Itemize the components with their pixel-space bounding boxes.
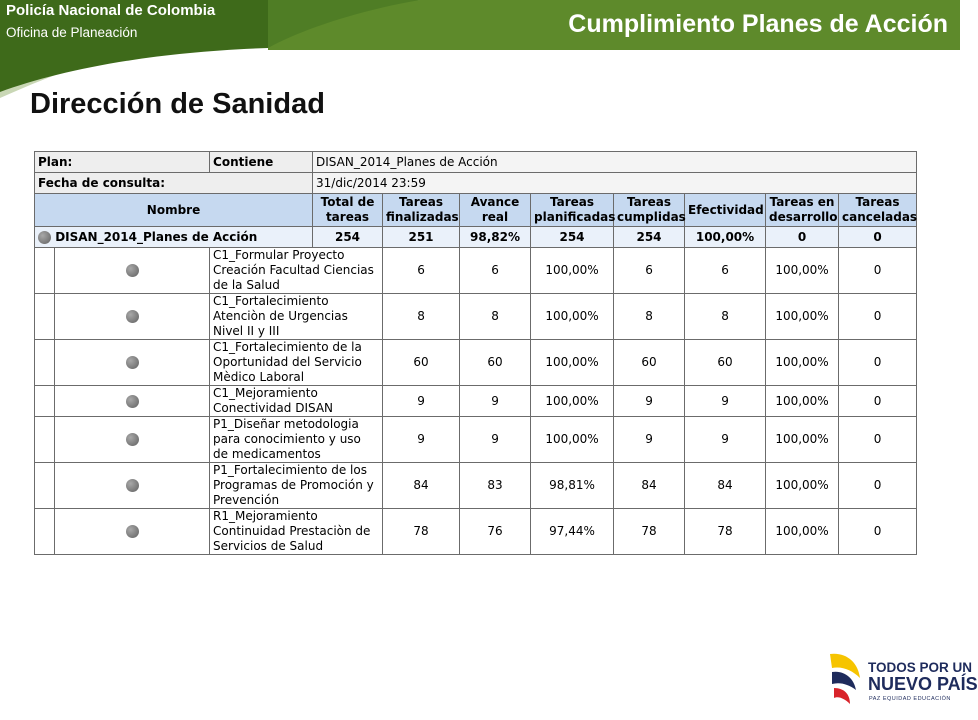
- government-logo: [826, 648, 978, 710]
- action-plan-table: [34, 151, 917, 555]
- indent-gutter: [35, 340, 55, 386]
- col-finished-header: Tareas finalizadas: [383, 194, 460, 227]
- status-dot-icon: [126, 525, 139, 538]
- plan-name: P1_Fortalecimiento de los Programas de Promoción y Prevención: [210, 463, 383, 509]
- cell-effectiveness: 100,00%: [766, 417, 839, 463]
- plan-name: R1_Mejoramiento Continuidad Prestaciòn de Servicios de Salud: [210, 509, 383, 555]
- status-dot-cell: [55, 463, 210, 509]
- header-banner: [0, 0, 960, 100]
- cell-completed: 6: [685, 248, 766, 294]
- cell-effectiveness: 100,00%: [766, 294, 839, 340]
- total-row-cancelled: 0: [839, 227, 917, 248]
- cell-total: 6: [383, 248, 460, 294]
- cell-completed: 8: [685, 294, 766, 340]
- total-row-name-cell: [35, 227, 313, 248]
- total-row-total: 254: [313, 227, 383, 248]
- slide-title: Cumplimiento Planes de Acción: [568, 10, 948, 38]
- cell-finished: 8: [460, 294, 531, 340]
- cell-finished: 9: [460, 386, 531, 417]
- indent-gutter: [35, 417, 55, 463]
- cell-progress: 100,00%: [531, 340, 614, 386]
- total-row-progress: 98,82%: [460, 227, 531, 248]
- indent-gutter: [35, 294, 55, 340]
- total-row-finished: 251: [383, 227, 460, 248]
- cell-total: 8: [383, 294, 460, 340]
- contains-label: Contiene: [210, 152, 313, 173]
- cell-total: 9: [383, 386, 460, 417]
- page-title: Dirección de Sanidad: [30, 88, 325, 120]
- cell-total: 9: [383, 417, 460, 463]
- plan-name: C1_Formular Proyecto Creación Facultad Ciencias de la Salud: [210, 248, 383, 294]
- date-label: Fecha de consulta:: [35, 173, 313, 194]
- cell-in-progress: 0: [839, 294, 917, 340]
- col-cancelled-header: Tareas canceladas: [839, 194, 917, 227]
- status-dot-cell: [55, 386, 210, 417]
- plan-name: C1_Fortalecimiento de la Oportunidad del Servicio Mèdico Laboral: [210, 340, 383, 386]
- table-row[interactable]: [35, 509, 917, 555]
- table-row[interactable]: [35, 463, 917, 509]
- total-row-name: DISAN_2014_Planes de Acción: [55, 229, 258, 244]
- col-completed-header: Tareas cumplidas: [614, 194, 685, 227]
- cell-in-progress: 0: [839, 417, 917, 463]
- plan-label: Plan:: [35, 152, 210, 173]
- logo-line1: TODOS POR UN: [868, 660, 973, 675]
- indent-gutter: [35, 463, 55, 509]
- status-dot-cell: [55, 417, 210, 463]
- cell-in-progress: 0: [839, 509, 917, 555]
- total-row-in-progress: 0: [766, 227, 839, 248]
- plan-value: DISAN_2014_Planes de Acción: [313, 152, 917, 173]
- status-dot-cell: [55, 294, 210, 340]
- indent-gutter: [35, 248, 55, 294]
- cell-in-progress: 0: [839, 248, 917, 294]
- cell-planned: 84: [614, 463, 685, 509]
- indent-gutter: [35, 509, 55, 555]
- status-dot-cell: [55, 248, 210, 294]
- cell-total: 60: [383, 340, 460, 386]
- cell-in-progress: 0: [839, 386, 917, 417]
- status-dot-cell: [55, 509, 210, 555]
- plan-name: C1_Fortalecimiento Atenciòn de Urgencias Nivel II y III: [210, 294, 383, 340]
- status-dot-icon: [126, 479, 139, 492]
- status-dot-icon: [126, 310, 139, 323]
- org-office: Oficina de Planeación: [6, 25, 138, 40]
- status-dot-cell: [55, 340, 210, 386]
- cell-finished: 6: [460, 248, 531, 294]
- cell-completed: 78: [685, 509, 766, 555]
- logo-tagline: PAZ EQUIDAD EDUCACIÓN: [869, 696, 951, 702]
- cell-finished: 76: [460, 509, 531, 555]
- cell-completed: 9: [685, 417, 766, 463]
- logo-bird-icon: [826, 648, 866, 710]
- status-dot-icon: [126, 356, 139, 369]
- cell-progress: 100,00%: [531, 248, 614, 294]
- status-dot-icon: [126, 433, 139, 446]
- cell-planned: 78: [614, 509, 685, 555]
- cell-effectiveness: 100,00%: [766, 463, 839, 509]
- cell-effectiveness: 100,00%: [766, 386, 839, 417]
- total-row[interactable]: [35, 227, 917, 248]
- cell-planned: 9: [614, 417, 685, 463]
- status-dot-icon: [126, 395, 139, 408]
- cell-completed: 84: [685, 463, 766, 509]
- cell-progress: 98,81%: [531, 463, 614, 509]
- status-dot-icon: [38, 231, 51, 244]
- date-row: [35, 173, 917, 194]
- plan-name: C1_Mejoramiento Conectividad DISAN: [210, 386, 383, 417]
- table-header-row: [35, 194, 917, 227]
- cell-finished: 83: [460, 463, 531, 509]
- cell-total: 78: [383, 509, 460, 555]
- table-row[interactable]: [35, 417, 917, 463]
- cell-progress: 100,00%: [531, 294, 614, 340]
- col-in-progress-header: Tareas en desarrollo: [766, 194, 839, 227]
- cell-finished: 60: [460, 340, 531, 386]
- col-planned-header: Tareas planificadas: [531, 194, 614, 227]
- plan-rows: [35, 248, 917, 555]
- plan-name: P1_Diseñar metodologia para conocimiento y uso de medicamentos: [210, 417, 383, 463]
- cell-completed: 9: [685, 386, 766, 417]
- table-row[interactable]: [35, 340, 917, 386]
- cell-total: 84: [383, 463, 460, 509]
- status-dot-icon: [126, 264, 139, 277]
- table-row[interactable]: [35, 248, 917, 294]
- total-row-effectiveness: 100,00%: [685, 227, 766, 248]
- indent-gutter: [35, 386, 55, 417]
- cell-effectiveness: 100,00%: [766, 509, 839, 555]
- logo-line2: NUEVO PAÍS: [868, 674, 978, 694]
- col-effectiveness-header: Efectividad: [685, 194, 766, 227]
- col-total-header: Total de tareas: [313, 194, 383, 227]
- cell-effectiveness: 100,00%: [766, 248, 839, 294]
- total-row-planned: 254: [531, 227, 614, 248]
- col-name-header: Nombre: [35, 194, 313, 227]
- cell-in-progress: 0: [839, 340, 917, 386]
- org-name: Policía Nacional de Colombia: [6, 2, 216, 19]
- cell-planned: 60: [614, 340, 685, 386]
- cell-completed: 60: [685, 340, 766, 386]
- table-row[interactable]: [35, 386, 917, 417]
- cell-in-progress: 0: [839, 463, 917, 509]
- col-progress-header: Avance real: [460, 194, 531, 227]
- table-row[interactable]: [35, 294, 917, 340]
- cell-planned: 6: [614, 248, 685, 294]
- plan-row: [35, 152, 917, 173]
- cell-progress: 100,00%: [531, 417, 614, 463]
- cell-effectiveness: 100,00%: [766, 340, 839, 386]
- cell-planned: 9: [614, 386, 685, 417]
- cell-planned: 8: [614, 294, 685, 340]
- cell-progress: 97,44%: [531, 509, 614, 555]
- date-value: 31/dic/2014 23:59: [313, 173, 917, 194]
- cell-progress: 100,00%: [531, 386, 614, 417]
- total-row-completed: 254: [614, 227, 685, 248]
- cell-finished: 9: [460, 417, 531, 463]
